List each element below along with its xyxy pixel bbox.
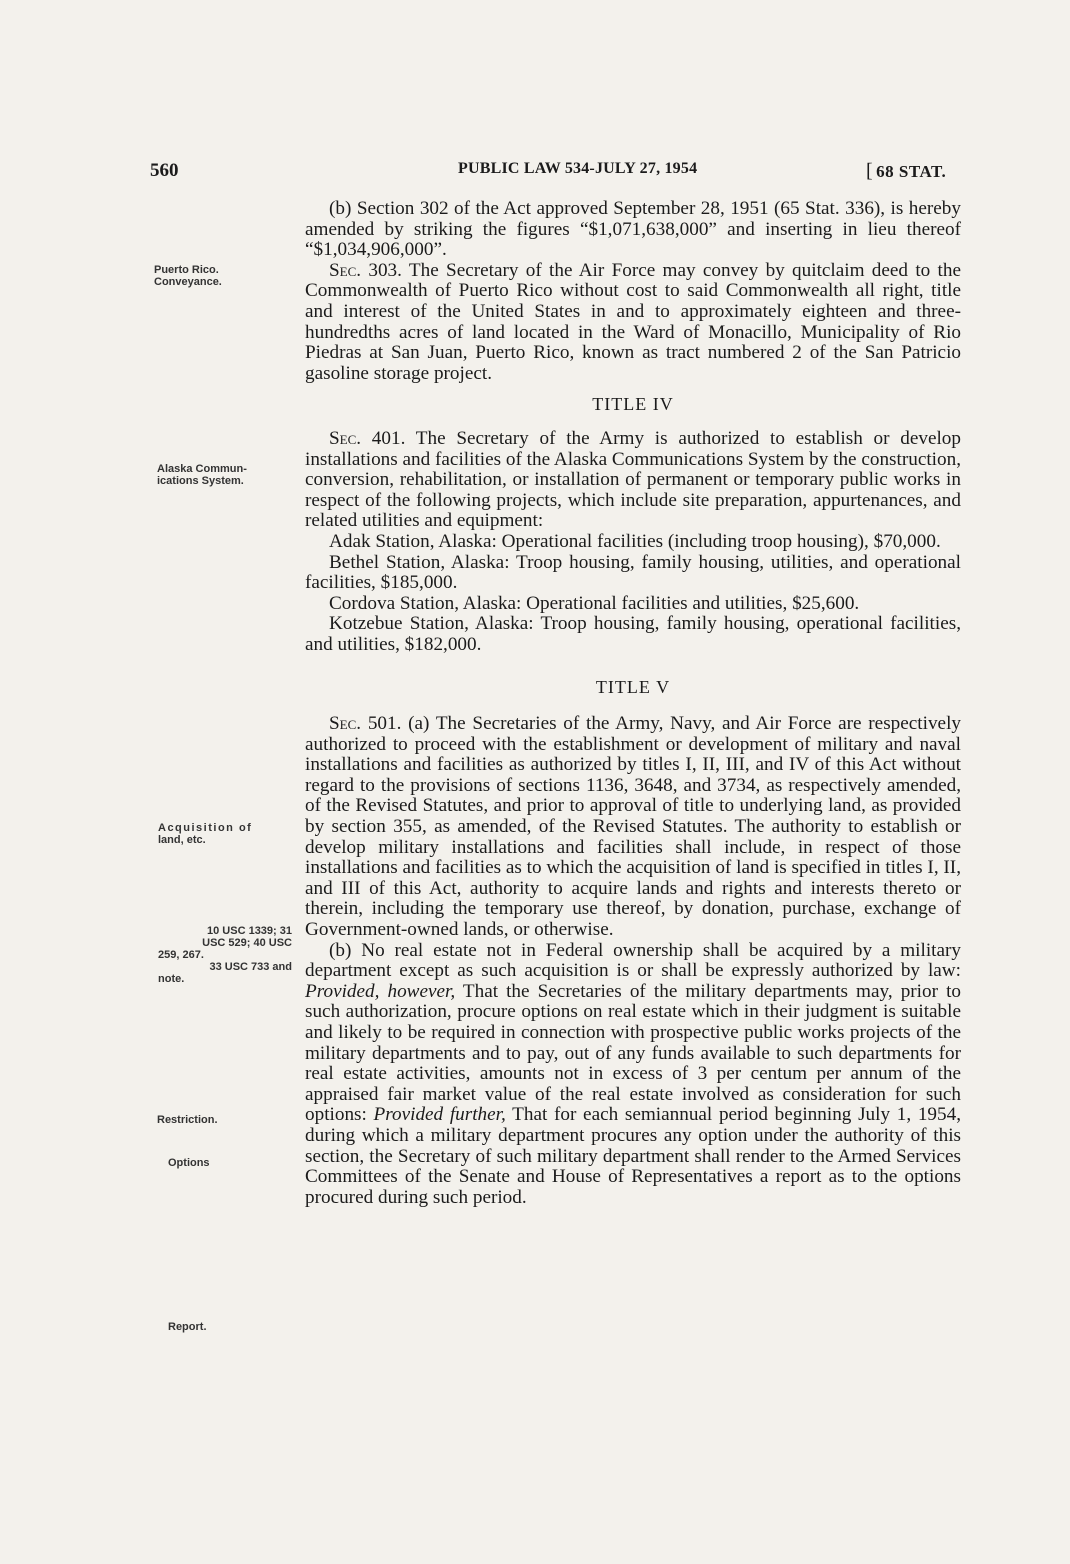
margin-note-line: USC 529; 40 USC (202, 937, 292, 949)
adak-station-paragraph: Adak Station, Alaska: Operational facilities (including troop housing), $70,000. (329, 530, 941, 552)
proviso-text: Provided, however, (305, 980, 456, 1002)
section-501a-paragraph (305, 714, 961, 941)
page-header (0, 160, 1070, 184)
volume-label: 68 STAT. (876, 162, 947, 181)
margin-note-line: 10 USC 1339; 31 (207, 925, 292, 937)
section-401-paragraph (305, 429, 961, 532)
page-number: 560 (150, 160, 179, 181)
proviso-text: Provided further, (373, 1104, 506, 1126)
margin-note-line: Puerto Rico. (154, 264, 219, 276)
section-label: Sec. 303. (329, 259, 402, 281)
section-label: Sec. 401. (329, 427, 406, 449)
margin-note-line: 259, 267. (158, 949, 204, 961)
title-iv-heading: TITLE IV (592, 394, 674, 415)
section-label: Sec. 501. (329, 713, 402, 735)
section-303-paragraph (305, 261, 961, 385)
section-302b-paragraph: (b) Section 302 of the Act approved September 28, 1951 (65 Stat. 336), is hereby amended by striking the figures “$1,071,638,000” and inserting in lieu thereof “$1,034,906,000”. (305, 198, 961, 261)
margin-note-alaska (157, 463, 297, 487)
margin-note-line: ications System. (157, 475, 244, 487)
cordova-station-paragraph: Cordova Station, Alaska: Operational facilities and utilities, $25,600. (329, 592, 860, 614)
section-501b-paragraph (305, 941, 961, 1209)
section-text: That for each semiannual period beginning July 1, 1954, during which a military department procures any option under the authority of this section, the Secretary of such military department shall render to the Armed Services Committees of the Senate and House of Representatives a report as to the options procured during such period. (305, 1104, 961, 1208)
margin-note-citations (158, 925, 292, 985)
margin-note-restriction: Restriction. (157, 1114, 218, 1126)
section-text: (a) The Secretaries of the Army, Navy, and Air Force are respectively authorized to proceed with the establishment or development of military and naval installations and facilities as authorized by titles I, II, III, and IV of this Act without regard to the provisions of sections 1136, 3648, and 3734, as respectively amended, of the Revised Statutes, and prior to approval of title to underlying land, as provided by section 355, as amended, of the Revised Statutes. The authority to establish or develop military installations and facilities shall include, in respect of those installations and facilities as to which the acquisition of land is specified in titles I, II, and III of this Act, authority to acquire lands and rights and interests thereto or therein, including the temporary use thereof, by donation, purchase, exchange of Government-owned lands, or otherwise. (305, 713, 961, 940)
kotzebue-station-paragraph: Kotzebue Station, Alaska: Troop housing, family housing, operational facilities, and utilities, $182,000. (305, 613, 961, 655)
statute-volume (866, 160, 946, 183)
margin-note-options: Options (168, 1157, 210, 1169)
body-text (305, 199, 961, 1208)
section-text: The Secretary of the Army is authorized to establish or develop installations and facilities of the Alaska Communications System by the construction, conversion, rehabilitation, or installation of permanent or temporary public works in respect of the following projects, which include site preparation, appurtenances, and related utilities and equipment: (305, 427, 962, 532)
title-v-heading: TITLE V (595, 677, 671, 698)
volume-bracket: [ (866, 160, 874, 182)
margin-note-line: 33 USC 733 and (209, 961, 292, 973)
section-text: The Secretary of the Air Force may convey by quitclaim deed to the Commonwealth of Puerto Rico without cost to said Commonwealth all right, title and interest of the United States in and to approximately eighteen and three-hundredths acres of land located in the Ward of Monacillo, Municipality of Rio Piedras at San Juan, Puerto Rico, known as tract numbered 2 of the San Patricio gasoline storage project. (305, 259, 961, 384)
margin-note-acquisition (158, 822, 298, 846)
margin-note-line: note. (158, 973, 185, 985)
margin-note-line: Conveyance. (154, 276, 222, 288)
bethel-station-paragraph: Bethel Station, Alaska: Troop housing, family housing, utilities, and operational facilities, $185,000. (305, 551, 961, 594)
section-text: (b) No real estate not in Federal ownership shall be acquired by a military department except as such acquisition is or shall be expressly authorized by law: (305, 939, 961, 982)
margin-note-line: Acquisition of (158, 822, 253, 834)
margin-note-line: land, etc. (158, 834, 206, 846)
margin-note-puerto-rico (154, 264, 294, 288)
running-title: PUBLIC LAW 534-JULY 27, 1954 (458, 160, 698, 177)
margin-note-report: Report. (168, 1321, 207, 1333)
section-text: That the Secretaries of the military departments may, prior to such authorization, procure options on real estate which in their judgment is suitable and likely to be required in connection with prospective public works projects of the military departments and to pay, out of any funds available to such departments for real estate activities, amounts not in excess of 3 per centum per annum of the appraised fair market value of the real estate involved as consideration for such options: (305, 980, 961, 1126)
margin-note-line: Alaska Commun- (157, 463, 247, 475)
